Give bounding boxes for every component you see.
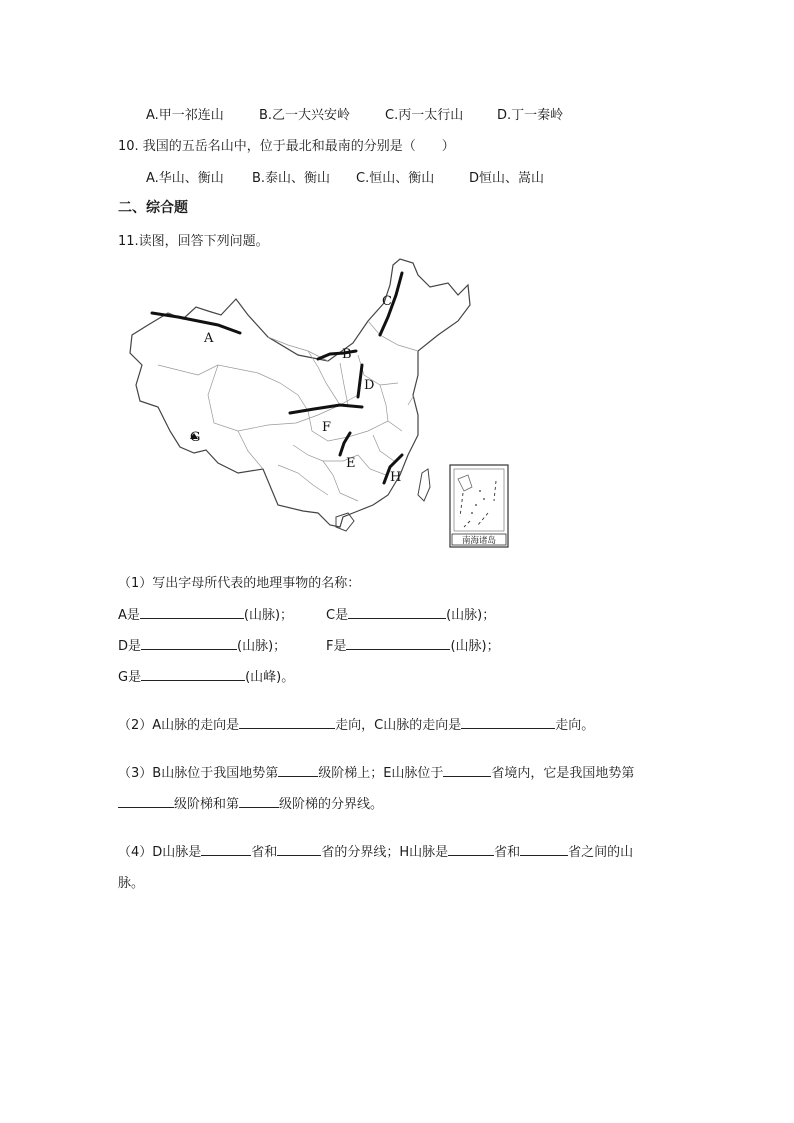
blank-c[interactable]: [348, 605, 446, 619]
part3-text-e: 级阶梯的分界线。: [279, 797, 384, 812]
south-sea-inset: [450, 465, 508, 547]
q9-option-d: D.丁一秦岭: [497, 108, 564, 123]
china-map: [118, 255, 518, 551]
q11-part3-line1: [118, 762, 634, 781]
part4-text-a: （4）D山脉是: [118, 845, 202, 860]
map-label-b: B: [342, 347, 352, 362]
blank-e-step1[interactable]: [118, 794, 174, 808]
suffix-f: (山脉)；: [450, 639, 500, 654]
taiwan-island: [418, 469, 430, 501]
part4-text-c: 省的分界线；H山脉是: [321, 845, 449, 860]
q11-part1-intro: （1）写出字母所代表的地理事物的名称：: [118, 576, 361, 591]
label-c: C是: [326, 608, 349, 623]
blank-f[interactable]: [346, 636, 450, 650]
map-label-a: A: [204, 331, 214, 346]
map-label-e: E: [346, 456, 356, 471]
blank-d-province1[interactable]: [201, 842, 251, 856]
label-a: A是: [118, 608, 140, 623]
blank-g[interactable]: [141, 667, 245, 681]
blank-b-step[interactable]: [278, 763, 318, 777]
part3-text-c: 省境内，它是我国地势第: [491, 766, 635, 781]
section-title: 二、综合题: [118, 200, 188, 216]
q11-part4-line1: [118, 841, 633, 860]
suffix-g: (山峰)。: [245, 670, 295, 685]
map-label-f: F: [322, 420, 332, 435]
q9-option-a: A.甲一祁连山: [146, 108, 224, 123]
inset-label: 南海诸岛: [461, 536, 497, 546]
q10-option-d: D恒山、嵩山: [469, 171, 545, 186]
map-label-d: D: [364, 378, 375, 393]
blank-h-province2[interactable]: [520, 842, 568, 856]
blank-a[interactable]: [140, 605, 244, 619]
suffix-d: (山脉)；: [237, 639, 287, 654]
q11-part4-line2: 脉。: [118, 876, 145, 891]
range-d: [358, 365, 362, 397]
blank-e-step2[interactable]: [239, 794, 279, 808]
q9-option-b: B.乙一大兴安岭: [259, 108, 351, 123]
q11-part3-line2: [118, 793, 383, 812]
q11-part1-line3: [118, 666, 294, 685]
label-f: F是: [326, 639, 347, 654]
part2-text-a: （2）A山脉的走向是: [118, 718, 240, 733]
q11-part1-line2: [118, 635, 286, 654]
q10-option-a: A.华山、衡山: [146, 171, 224, 186]
q11-part1-line2b: [326, 635, 500, 654]
part2-text-c: 走向，C山脉的走向是: [335, 718, 462, 733]
q10-stem: 10. 我国的五岳名山中，位于最北和最南的分别是（ ）: [118, 139, 455, 154]
q10-option-c: C.恒山、衡山: [356, 171, 435, 186]
blank-h-province1[interactable]: [448, 842, 494, 856]
province-borders: [158, 321, 418, 501]
label-d: D是: [118, 639, 142, 654]
blank-a-direction[interactable]: [239, 715, 335, 729]
label-g: G是: [118, 670, 142, 685]
blank-c-direction[interactable]: [461, 715, 555, 729]
range-a: [152, 313, 240, 333]
map-label-g: G: [190, 430, 201, 445]
part4-text-e: 省之间的山: [568, 845, 634, 860]
map-label-h: H: [390, 470, 402, 485]
blank-d-province2[interactable]: [277, 842, 321, 856]
part4-text-d: 省和: [494, 845, 521, 860]
part4-text-b: 省和: [251, 845, 278, 860]
blank-d[interactable]: [141, 636, 237, 650]
blank-e-province[interactable]: [443, 763, 491, 777]
q9-option-c: C.丙一太行山: [385, 108, 464, 123]
range-f: [290, 405, 362, 413]
q10-option-b: B.泰山、衡山: [252, 171, 331, 186]
part3-text-a: （3）B山脉位于我国地势第: [118, 766, 279, 781]
suffix-a: (山脉)；: [243, 608, 294, 623]
part2-text-end: 走向。: [555, 718, 595, 733]
part3-text-d: 级阶梯和第: [174, 797, 240, 812]
part3-text-b: 级阶梯上；E山脉位于: [318, 766, 444, 781]
q11-part1-line1: [118, 604, 293, 623]
map-label-c: C: [382, 294, 392, 309]
suffix-c: (山脉)；: [446, 608, 496, 623]
q11-part2: [118, 714, 594, 733]
q11-part1-line1b: [326, 604, 495, 623]
q11-stem: 11.读图，回答下列问题。: [118, 234, 269, 249]
range-e: [340, 433, 350, 455]
